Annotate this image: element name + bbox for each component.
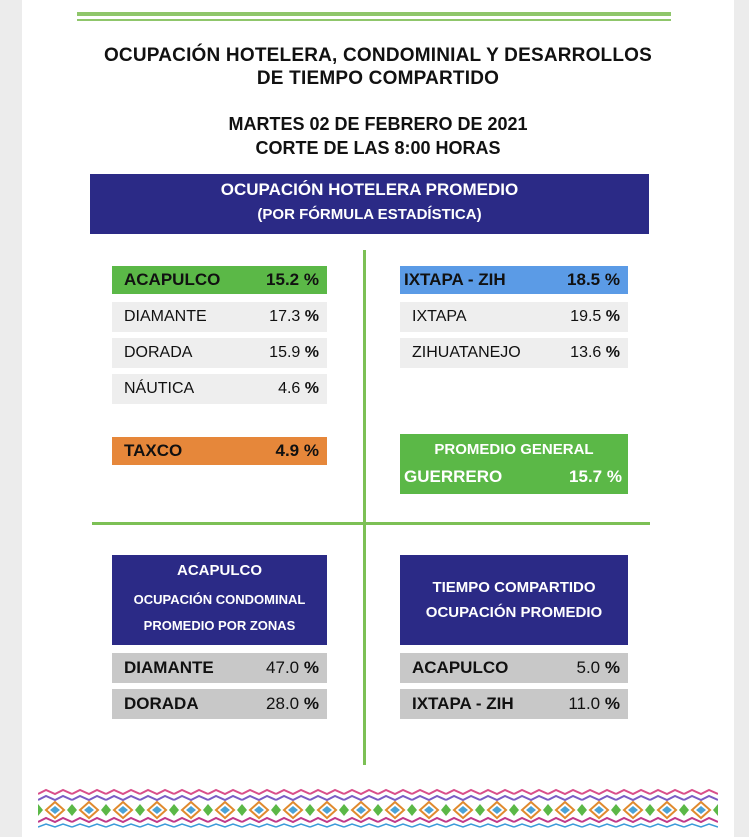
row-label: ACAPULCO bbox=[412, 658, 509, 677]
zone-row-diamante bbox=[112, 302, 327, 332]
zone-row-dorada bbox=[112, 338, 327, 368]
timeshare-title: TIEMPO COMPARTIDO bbox=[432, 579, 596, 596]
general-average-box bbox=[400, 434, 628, 494]
row-value: 17.3 % bbox=[269, 308, 319, 325]
row-label: DORADA bbox=[124, 694, 199, 713]
top-rule-thin bbox=[77, 19, 671, 21]
row-value: 13.6 % bbox=[570, 344, 620, 361]
row-value: 11.0 % bbox=[568, 694, 620, 713]
condo-subtitle-2: PROMEDIO POR ZONAS bbox=[143, 618, 296, 633]
date-line-1: MARTES 02 DE FEBRERO DE 2021 bbox=[228, 114, 528, 134]
row-value: 47.0 % bbox=[266, 658, 319, 677]
zone-row-ixtapa bbox=[400, 302, 628, 332]
banner-title: OCUPACIÓN HOTELERA PROMEDIO bbox=[220, 180, 519, 199]
row-label: DORADA bbox=[124, 344, 193, 361]
row-label: IXTAPA - ZIH bbox=[412, 694, 514, 713]
horizontal-divider bbox=[92, 522, 650, 525]
report-title bbox=[22, 44, 734, 90]
title-line-1: OCUPACIÓN HOTELERA, CONDOMINIAL Y DESARROLLOS bbox=[103, 45, 653, 66]
title-line-2: DE TIEMPO COMPARTIDO bbox=[256, 68, 500, 89]
acapulco-total-row bbox=[112, 266, 327, 294]
condo-subtitle: OCUPACIÓN CONDOMINAL bbox=[133, 592, 306, 607]
report-date bbox=[22, 112, 734, 160]
general-heading: PROMEDIO GENERAL bbox=[434, 441, 594, 458]
condo-row-diamante bbox=[112, 653, 327, 683]
timeshare-row-acapulco bbox=[400, 653, 628, 683]
date-line-2: CORTE DE LAS 8:00 HORAS bbox=[255, 138, 501, 158]
timeshare-subtitle: OCUPACIÓN PROMEDIO bbox=[425, 604, 603, 621]
row-value: 28.0 % bbox=[266, 694, 319, 713]
decorative-embroidery-border bbox=[38, 788, 718, 828]
vertical-divider bbox=[363, 250, 366, 765]
row-label: NÁUTICA bbox=[124, 380, 195, 397]
ixtapa-total-row bbox=[400, 266, 628, 294]
row-value: 4.9 % bbox=[275, 441, 319, 460]
row-label: GUERRERO bbox=[404, 467, 503, 486]
top-rule bbox=[77, 12, 671, 16]
row-value: 15.7 % bbox=[569, 467, 622, 486]
row-value: 5.0 % bbox=[576, 658, 620, 677]
row-label: IXTAPA - ZIH bbox=[404, 270, 506, 289]
row-value: 15.9 % bbox=[269, 344, 319, 361]
zone-row-nautica bbox=[112, 374, 327, 404]
condo-title: ACAPULCO bbox=[177, 562, 262, 579]
report-page bbox=[22, 0, 734, 837]
row-label: DIAMANTE bbox=[124, 658, 214, 677]
row-value: 19.5 % bbox=[570, 308, 620, 325]
timeshare-row-ixtapa bbox=[400, 689, 628, 719]
row-label: ACAPULCO bbox=[124, 270, 221, 289]
taxco-row bbox=[112, 437, 327, 465]
banner-subtitle: (POR FÓRMULA ESTADÍSTICA) bbox=[257, 206, 482, 223]
row-label: DIAMANTE bbox=[124, 308, 207, 325]
general-row bbox=[400, 467, 628, 487]
hotel-occupancy-banner bbox=[90, 174, 649, 234]
row-value: 18.5 % bbox=[567, 270, 620, 289]
timeshare-header bbox=[400, 555, 628, 645]
row-label: IXTAPA bbox=[412, 308, 467, 325]
row-label: ZIHUATANEJO bbox=[412, 344, 521, 361]
condominial-header bbox=[112, 555, 327, 645]
row-value: 4.6 % bbox=[278, 380, 319, 397]
condo-row-dorada bbox=[112, 689, 327, 719]
row-value: 15.2 % bbox=[266, 270, 319, 289]
row-label: TAXCO bbox=[124, 441, 183, 460]
zone-row-zihuatanejo bbox=[400, 338, 628, 368]
